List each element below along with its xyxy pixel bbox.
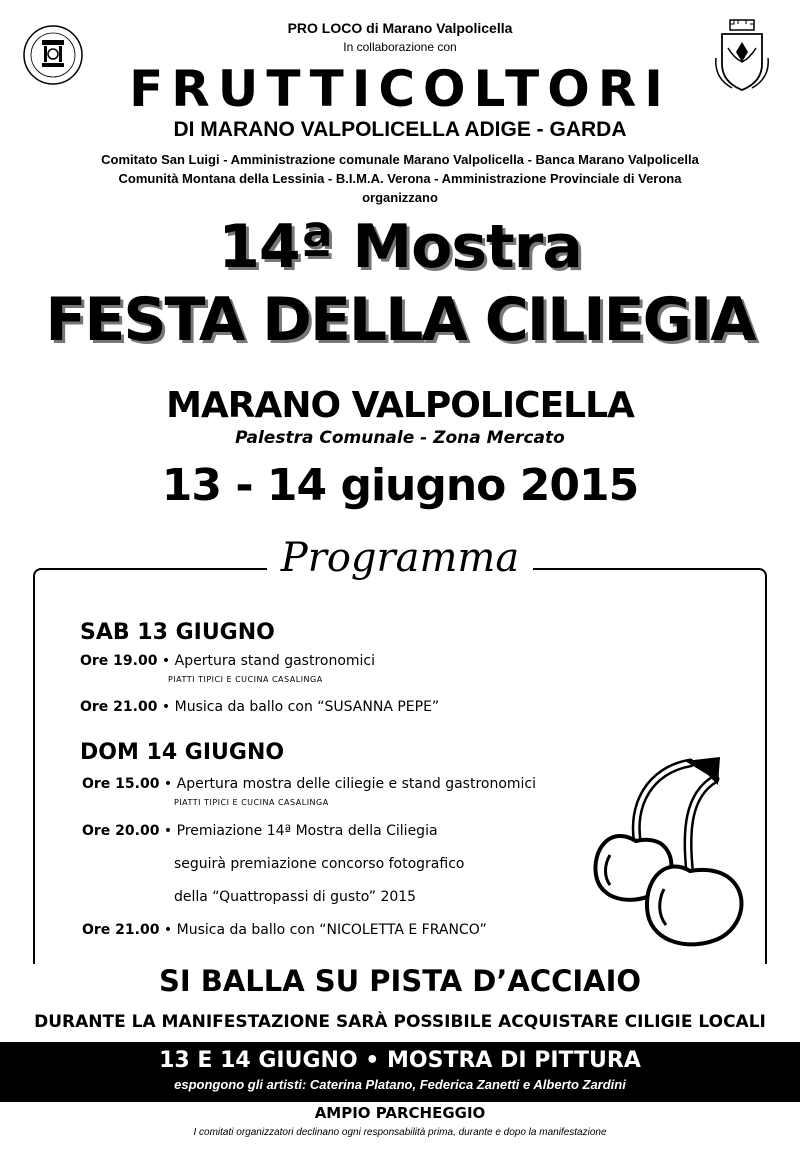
collaboration-line: In collaborazione con [343, 40, 457, 54]
event-time: Ore 15.00 [82, 776, 160, 792]
parking-notice: AMPIO PARCHEGGIO [314, 1104, 486, 1122]
organizer-title: FRUTTICOLTORI [129, 60, 671, 118]
event-dates: 13 - 14 giugno 2015 [161, 460, 639, 511]
painting-exhibition-title: 13 E 14 GIUGNO • MOSTRA DI PITTURA [159, 1048, 641, 1073]
program-heading-wrap [0, 535, 800, 581]
disclaimer: I comitati organizzatori declinano ogni responsabilità prima, durante e dopo la manifestazione [193, 1127, 607, 1138]
day-2-label: DOM 14 GIUGNO [80, 740, 285, 765]
event-description: Apertura mostra delle ciliegie e stand gastronomici [176, 776, 537, 792]
event-row [82, 823, 438, 839]
event-description-line-2: seguirà premiazione concorso fotografico [174, 856, 465, 872]
event-row [82, 922, 487, 938]
event-note: PIATTI TIPICI E CUCINA CASALINGA [174, 798, 329, 807]
event-row [80, 699, 439, 715]
town-name: MARANO VALPOLICELLA [166, 385, 634, 426]
dance-floor-text: SI BALLA SU PISTA D’ACCIAIO [153, 964, 647, 998]
sponsors-line-2: Comunità Montana della Lessinia - B.I.M.A. Verona - Amministrazione Provinciale di Verona [118, 171, 682, 186]
event-title-line-1: 14ª Mostra [218, 212, 582, 282]
event-note: PIATTI TIPICI E CUCINA CASALINGA [168, 675, 323, 684]
pro-loco-line: PRO LOCO di Marano Valpolicella [287, 20, 513, 36]
program-heading: Programma [267, 535, 533, 581]
organizzano-line: organizzano [362, 190, 438, 205]
cherries-icon [590, 755, 760, 955]
bullet: • [163, 922, 173, 938]
organizer-subtitle: DI MARANO VALPOLICELLA ADIGE - GARDA [173, 118, 627, 141]
event-row [80, 653, 375, 669]
event-time: Ore 20.00 [82, 823, 160, 839]
day-1-label: SAB 13 GIUGNO [80, 620, 275, 645]
painting-exhibition-artists: espongono gli artisti: Caterina Platano, Federica Zanetti e Alberto Zardini [174, 1077, 626, 1092]
event-description-line-3: della “Quattropassi di gusto” 2015 [174, 889, 417, 905]
event-description: Apertura stand gastronomici [174, 653, 376, 669]
event-row [82, 776, 536, 792]
event-title-line-2: FESTA DELLA CILIEGIA [45, 285, 755, 355]
event-time: Ore 21.00 [82, 922, 160, 938]
event-time: Ore 19.00 [80, 653, 158, 669]
local-cherries-notice: DURANTE LA MANIFESTAZIONE SARÀ POSSIBILE ACQUISTARE CILIGIE LOCALI [34, 1012, 766, 1032]
event-description: Musica da ballo con “SUSANNA PEPE” [174, 699, 440, 715]
bullet: • [163, 776, 173, 792]
event-description: Premiazione 14ª Mostra della Ciliegia [176, 823, 438, 839]
event-time: Ore 21.00 [80, 699, 158, 715]
dance-floor-banner [0, 964, 800, 998]
sponsors-line-1: Comitato San Luigi - Amministrazione comunale Marano Valpolicella - Banca Marano Valpolicella [101, 152, 699, 167]
bullet: • [163, 823, 173, 839]
painting-exhibition-band [0, 1042, 800, 1102]
event-description: Musica da ballo con “NICOLETTA E FRANCO” [176, 922, 487, 938]
bullet: • [161, 653, 171, 669]
bullet: • [161, 699, 171, 715]
venue-name: Palestra Comunale - Zona Mercato [235, 428, 565, 448]
